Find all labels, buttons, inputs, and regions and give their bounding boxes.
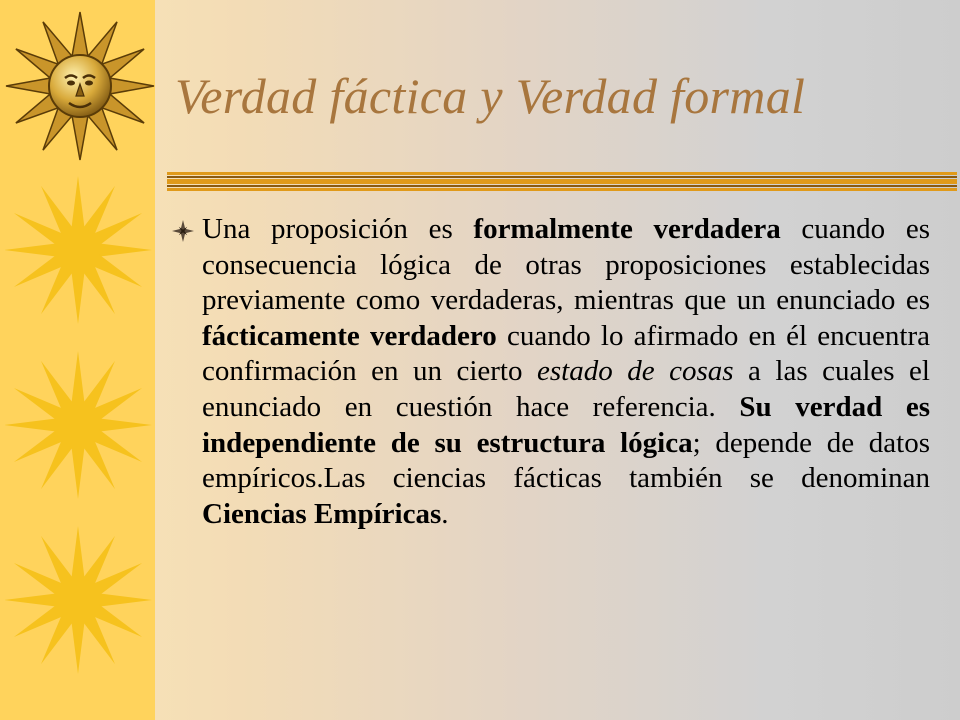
text-segment: fácticamente verdadero [202,319,497,352]
sunburst-icon [5,520,155,680]
title-divider [167,172,957,192]
text-segment: Una proposición es [202,213,474,245]
sun-core [56,403,100,447]
text-segment: estado de cosas [536,355,734,388]
text-segment: Su verdad es independiente de su estructura lógica [202,390,930,459]
sun-core [56,228,100,272]
slide-title: Verdad fáctica y Verdad formal [175,68,806,124]
bullet-paragraph [202,212,930,532]
sun-face-icon [5,6,155,166]
sunburst-icon [5,345,155,505]
text-segment: Ciencias Empíricas [202,497,442,530]
text-segment: ; depende de datos empíricos.Las ciencias fácticas también se denominan [202,426,930,495]
text-segment: cuando es consecuencia lógica de otras proposiciones establecidas previamente como verdaderas, mientras que un enunciado es [202,213,930,317]
text-segment: cuando lo afirmado en él encuentra confirmación en un cierto [202,319,930,388]
sunburst-icon [5,170,155,330]
four-point-star-icon [171,219,195,243]
text-segment: a las cuales el enunciado en cuestión hace referencia. [202,355,930,423]
text-segment: . [441,497,449,530]
text-segment: formalmente verdadera [473,213,781,245]
sun-core [56,578,100,622]
